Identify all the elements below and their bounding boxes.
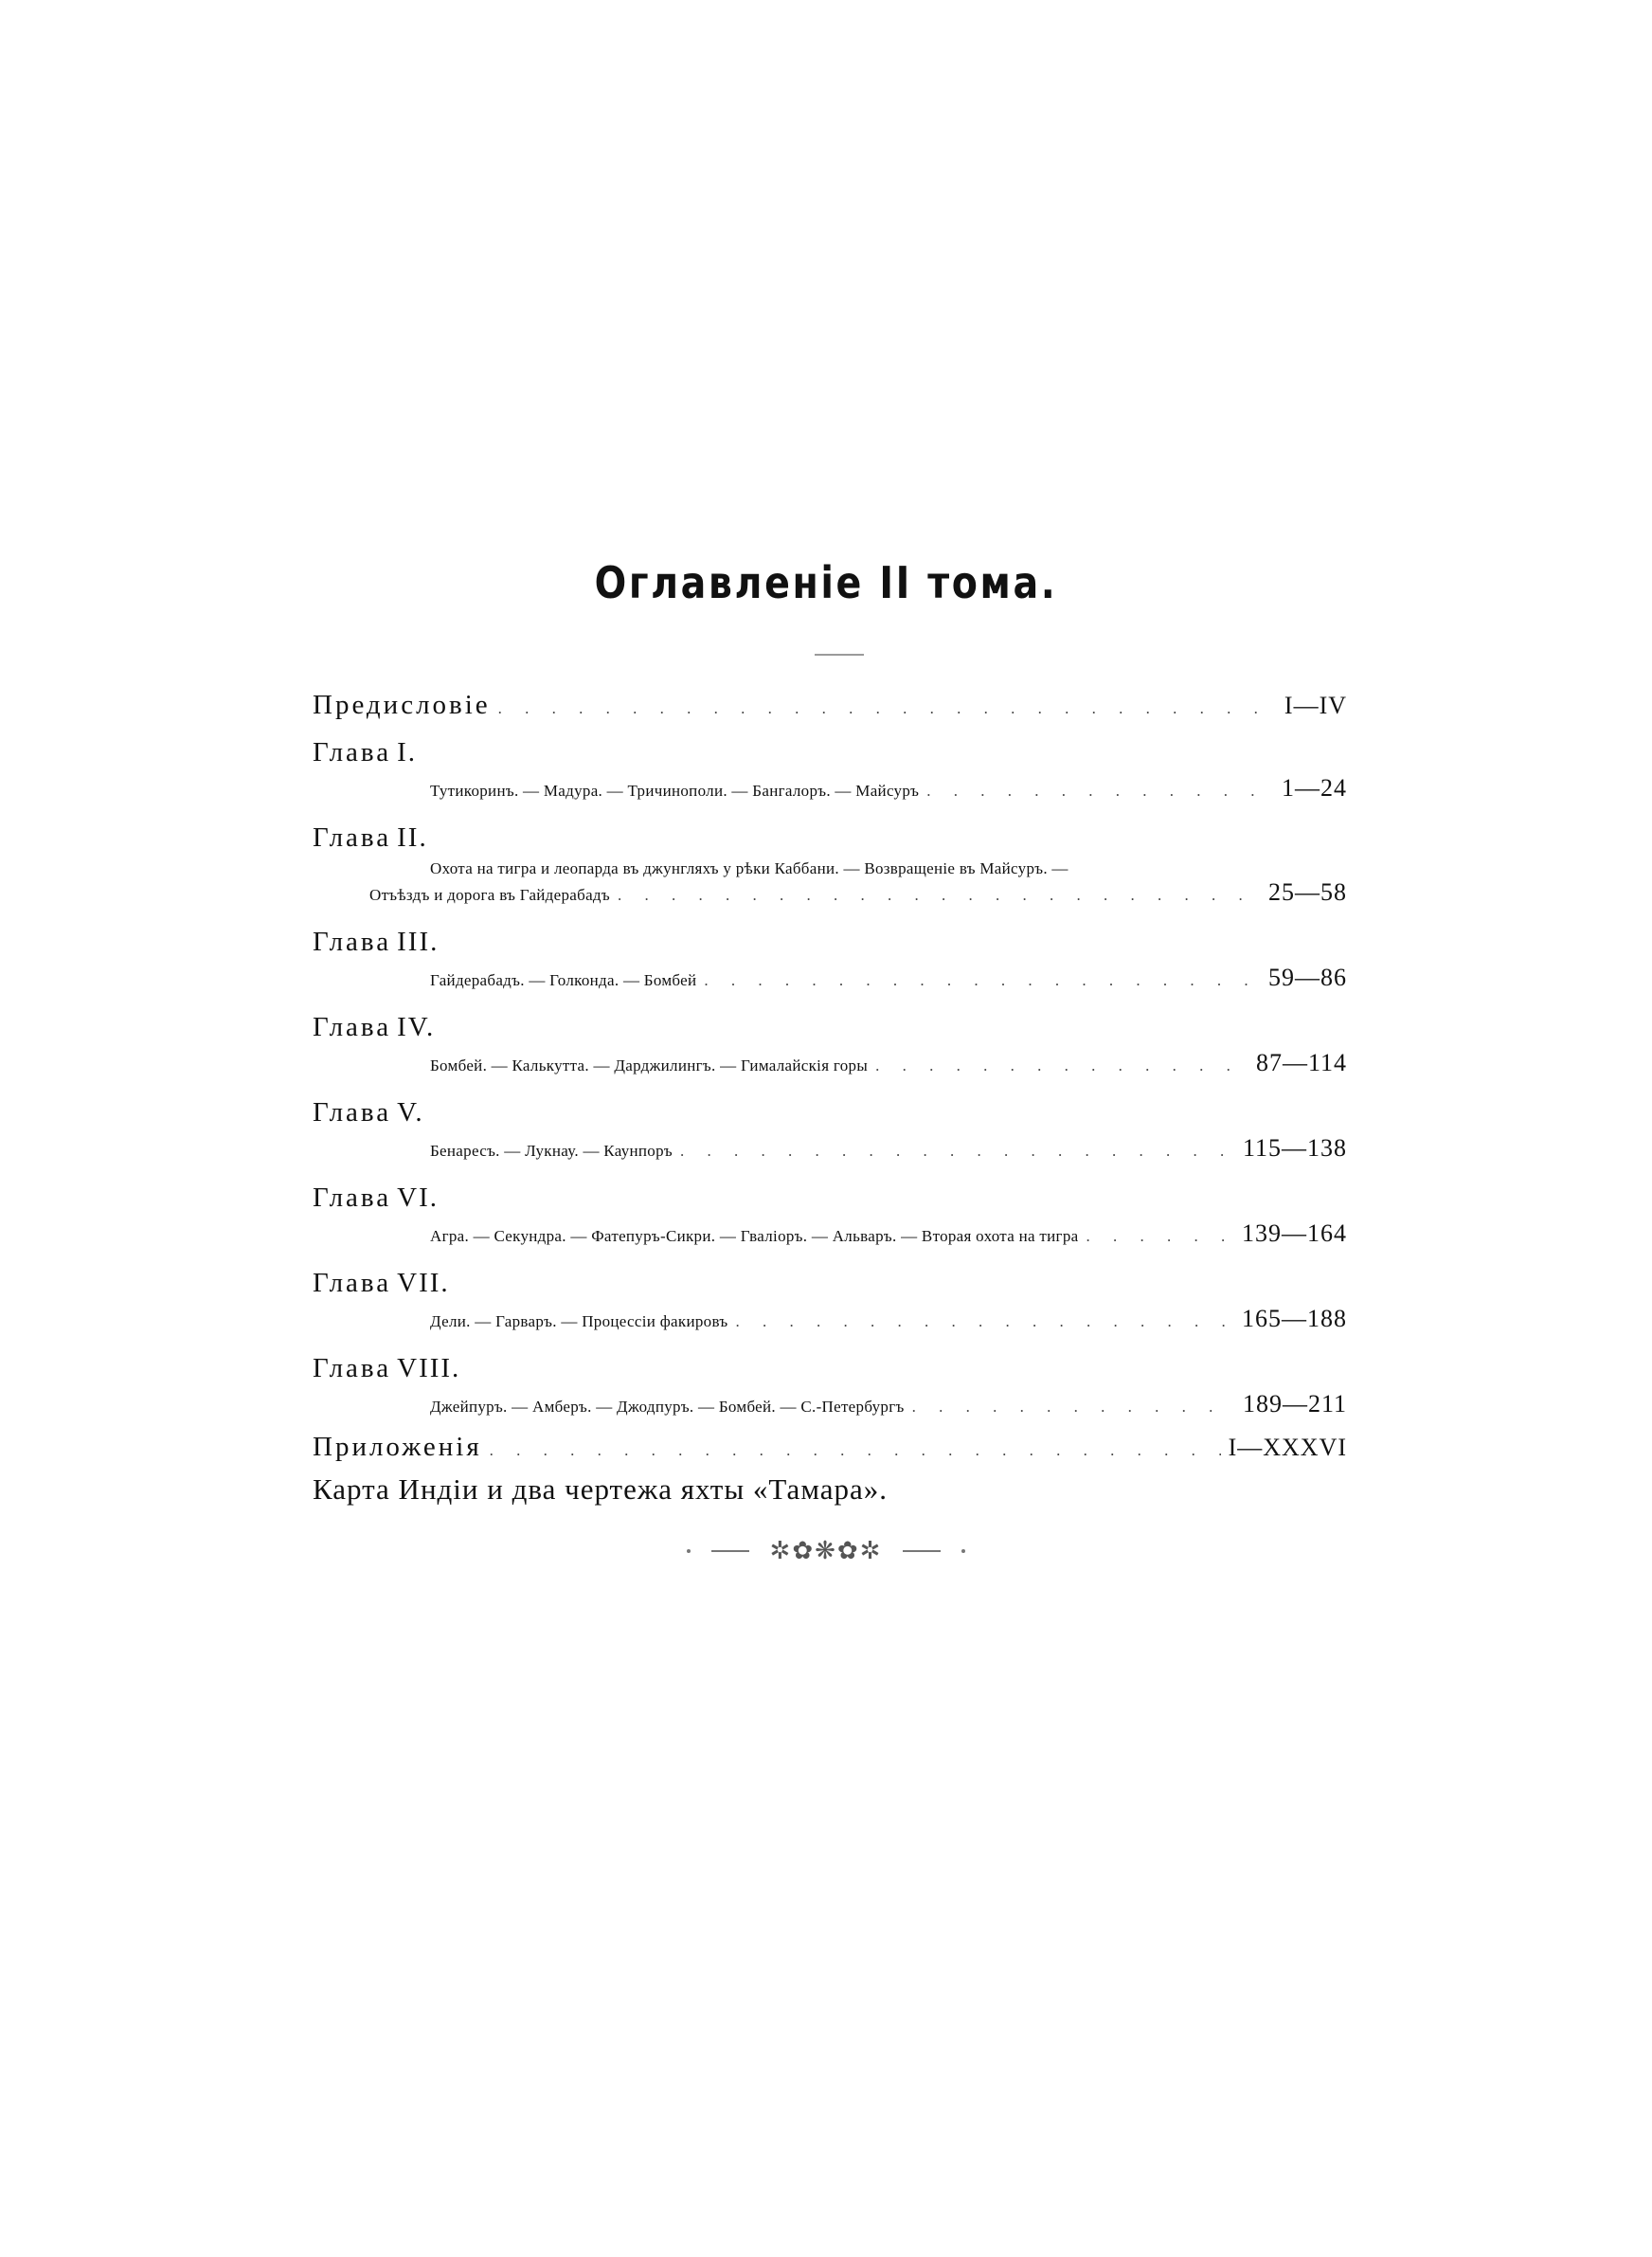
chapter-summary-continued: Отъѣздъ и дорога въ Гайдерабадъ xyxy=(369,886,610,904)
table-of-contents xyxy=(313,690,1347,1507)
chapter-heading xyxy=(313,1176,1347,1219)
dot-leader xyxy=(735,1312,1234,1331)
tailpiece-ornament xyxy=(0,1537,1652,1565)
chapter-pages: 1—24 xyxy=(1282,774,1347,802)
chapter-number: III. xyxy=(397,927,440,957)
chapter-heading xyxy=(313,920,1347,964)
chapter-word: Глава xyxy=(313,1268,392,1298)
chapter-pages: 59—86 xyxy=(1268,964,1347,991)
chapter-summary-continued-row xyxy=(369,878,1347,907)
chapter-contents xyxy=(313,1049,1347,1077)
chapter-pages: 165—188 xyxy=(1242,1305,1347,1332)
toc-entry-appendix xyxy=(313,1432,1347,1463)
chapter-word: Глава xyxy=(313,737,392,767)
dot-leader xyxy=(680,1142,1235,1161)
chapter-contents xyxy=(313,774,1347,803)
appendix-pages: I—XXXVI xyxy=(1228,1434,1347,1461)
dot-leader xyxy=(498,699,1277,718)
dot-leader xyxy=(875,1056,1248,1075)
chapter-summary: Дели. — Гарваръ. — Процессiи факировъ xyxy=(430,1312,728,1330)
chapter-number: II. xyxy=(397,822,428,853)
chapter-summary: Гайдерабадъ. — Голконда. — Бомбей xyxy=(430,971,697,989)
chapter-number: V. xyxy=(397,1097,424,1128)
chapter-number: VIII. xyxy=(397,1353,461,1383)
title-divider xyxy=(815,654,864,656)
chapter-heading xyxy=(313,1005,1347,1049)
chapter-word: Глава xyxy=(313,1183,392,1213)
ornament-dot xyxy=(961,1549,965,1553)
dot-leader xyxy=(618,886,1261,905)
preface-label: Предисловiе xyxy=(313,690,491,720)
toc-entry-preface xyxy=(313,690,1347,721)
chapter-word: Глава xyxy=(313,1353,392,1383)
ornament-dash xyxy=(711,1550,749,1552)
dot-leader xyxy=(926,782,1274,801)
appendix-label: Приложенiя xyxy=(313,1432,482,1462)
chapter-heading xyxy=(313,1261,1347,1305)
ornament-dot xyxy=(687,1549,691,1553)
ornament-flourish: ✲✿❋✿✲ xyxy=(769,1537,883,1564)
chapter-number: VI. xyxy=(397,1183,439,1213)
chapter-summary: Бенаресъ. — Лукнау. — Каунпоръ xyxy=(430,1142,673,1160)
chapter-number: I. xyxy=(397,737,418,767)
chapter-word: Глава xyxy=(313,1012,392,1042)
chapter-contents xyxy=(313,1305,1347,1333)
chapter-summary: Бомбей. — Калькутта. — Дарджилингъ. — Гималайскiя горы xyxy=(430,1056,869,1074)
chapter-summary: Агра. — Секундра. — Фатепуръ-Сикри. — Гвалiоръ. — Альваръ. — Вторая охота на тигра xyxy=(430,1227,1079,1245)
chapter-heading xyxy=(313,816,1347,859)
dot-leader xyxy=(704,971,1261,990)
toc-entry-map: Карта Индiи и два чертежа яхты «Тамара». xyxy=(313,1472,888,1506)
preface-pages: I—IV xyxy=(1284,692,1347,719)
chapter-pages: 189—211 xyxy=(1242,1390,1347,1417)
chapter-word: Глава xyxy=(313,1097,392,1128)
dot-leader xyxy=(1086,1227,1234,1246)
chapter-number: IV. xyxy=(397,1012,436,1042)
chapter-contents xyxy=(313,859,1347,907)
page-title: Оглавленiе II тома. xyxy=(594,557,1058,608)
chapter-summary: Тутикоринъ. — Мадура. — Тричинополи. — Бангалоръ. — Майсуръ xyxy=(430,782,920,800)
chapter-contents xyxy=(313,1390,1347,1418)
chapter-summary: Джейпуръ. — Амберъ. — Джодпуръ. — Бомбей. — С.-Петербургъ xyxy=(430,1398,905,1416)
chapter-word: Глава xyxy=(313,927,392,957)
chapter-pages: 87—114 xyxy=(1255,1049,1347,1076)
chapter-pages: 25—58 xyxy=(1268,878,1347,906)
chapter-heading xyxy=(313,1346,1347,1390)
chapter-heading xyxy=(313,1091,1347,1134)
chapter-summary: Охота на тигра и леопарда въ джунгляхъ у рѣки Каббани. — Возвращенiе въ Майсуръ. — xyxy=(430,859,1068,877)
ornament-dash xyxy=(903,1550,941,1552)
chapter-pages: 139—164 xyxy=(1242,1219,1347,1247)
chapter-pages: 115—138 xyxy=(1242,1134,1347,1162)
chapter-word: Глава xyxy=(313,822,392,853)
chapter-number: VII. xyxy=(397,1268,450,1298)
chapter-heading xyxy=(313,731,1347,774)
chapter-contents xyxy=(313,964,1347,992)
chapter-contents xyxy=(313,1219,1347,1248)
chapter-contents xyxy=(313,1134,1347,1163)
dot-leader xyxy=(912,1398,1235,1417)
dot-leader xyxy=(490,1441,1221,1460)
